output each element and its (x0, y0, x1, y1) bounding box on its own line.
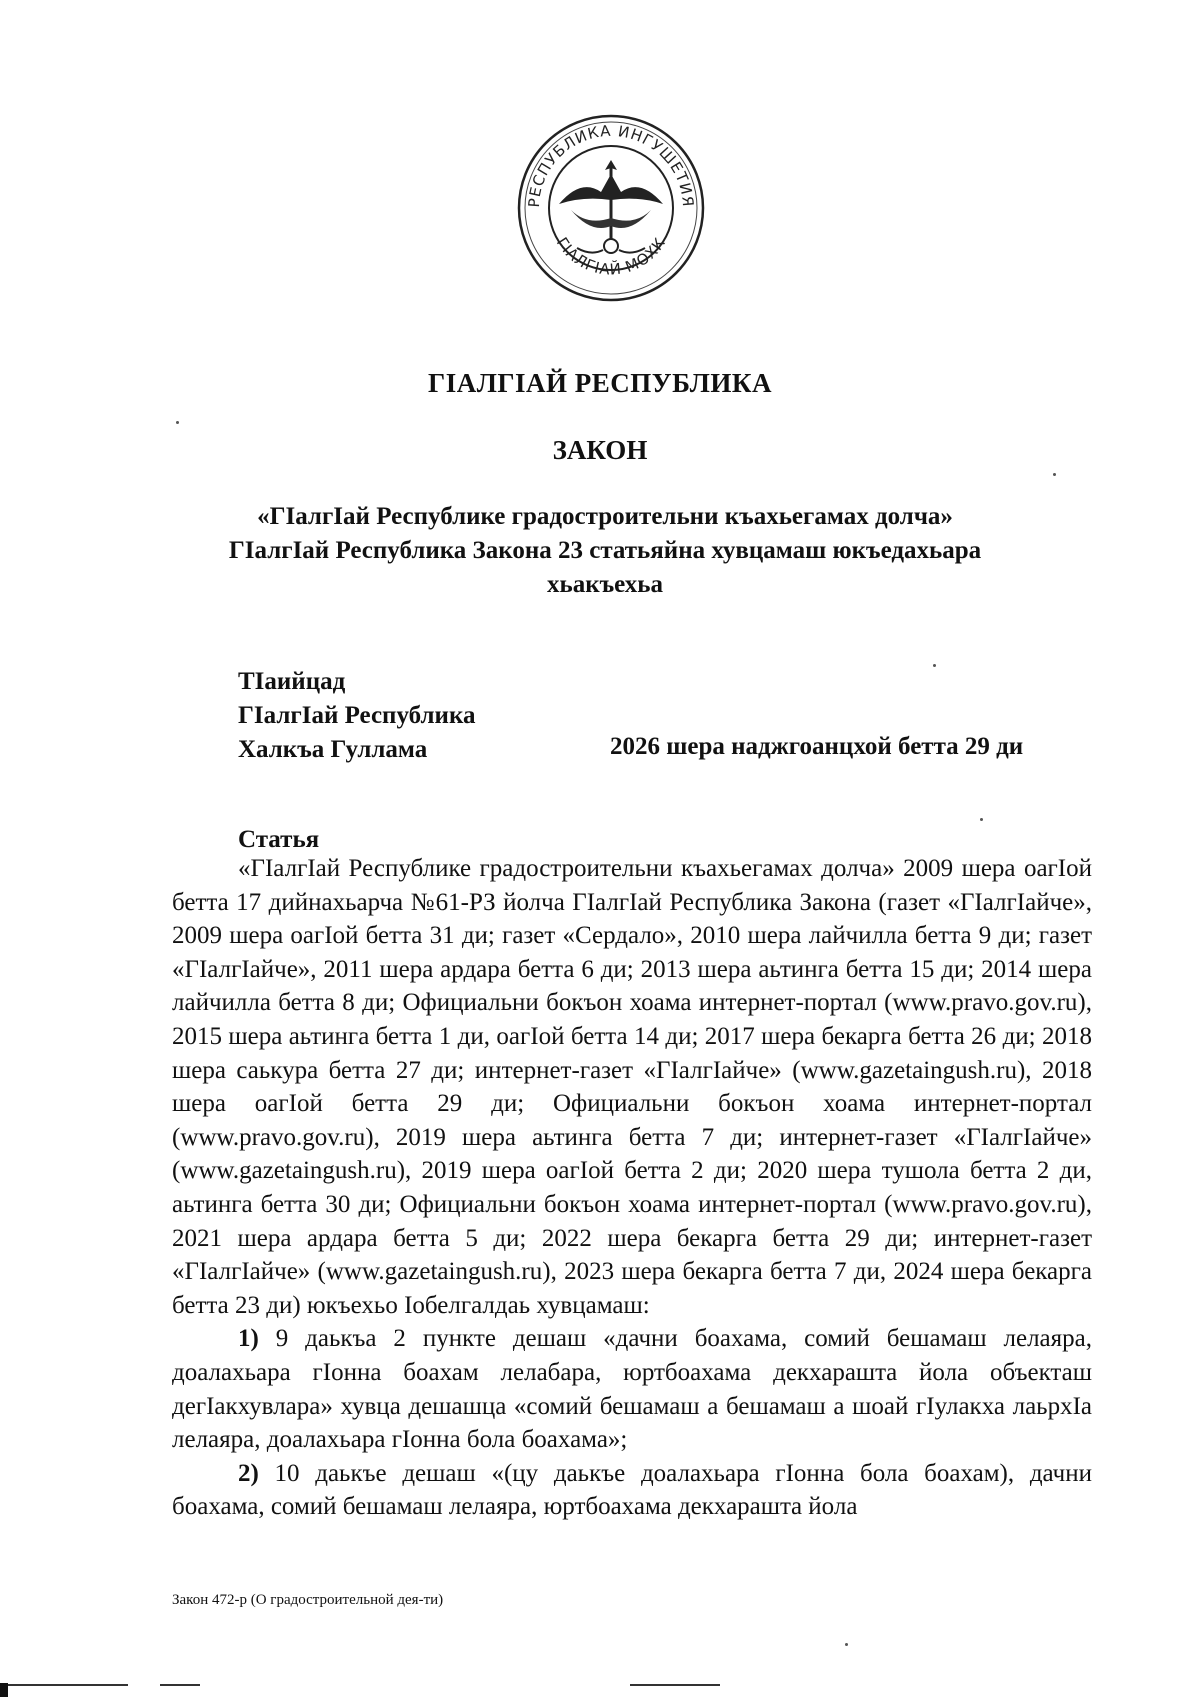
law-subtitle: «ГIалгIай Республике градостроительни къахьегамах долча» ГIалгIай Республика Закона 23 статьяйна хувцамаш юкъедахьара хьакъехьа (228, 503, 982, 598)
adopted-line-3: Халкъа Гуллама (238, 736, 428, 763)
article-heading: Статья (238, 826, 320, 853)
list-item-number: 2) (238, 1459, 259, 1487)
adoption-block (238, 665, 475, 767)
scan-edge-mark (0, 1683, 8, 1697)
scan-line (160, 1684, 200, 1686)
scan-line (8, 1684, 128, 1686)
list-item-text: 10 даькъе дешаш «(цу даькъе доалахьара гIонна бола боахам), дачни боахама, сомий бешамаш лелаяра, юртбоахама декхараштa йола (172, 1459, 1092, 1521)
list-item (172, 1322, 1092, 1456)
scan-line (630, 1684, 720, 1686)
article-body (172, 852, 1092, 1524)
list-item (172, 1457, 1092, 1524)
emblem-bottom-text: ГIАЛГIАЙ МОХК (552, 234, 670, 279)
article-intro: «ГIалгIай Республике градостроительни къахьегамах долча» 2009 шера оагIой бетта 17 дийнахьарча №61-РЗ йолча ГIалгIай Республика Закона (газет «ГIалгIайче», 2009 шера оагIой бетта 31 ди; газет «Сердало», 2010 шера лайчилла бетта 9 ди; газет «ГIалгIайче», 2011 шера ардара бетта 6 ди; 2013 шера аьтинга бетта 15 ди; 2014 шера лайчилла бетта 8 ди; Официальни бокъон хоама интернет-портал (www.pravo.gov.ru), 2015 шера аьтинга бетта 1 ди, оагIой бетта 14 ди; 2017 шера бекарга бетта 26 ди; 2018 шера саькура бетта 27 ди; интернет-газет «ГIалгIайче» (www.gazetaingush.ru), 2018 шера оагIой бетта 29 ди; Официальни бокъон хоама интернет-портал (www.pravo.gov.ru), 2019 шера аьтинга бетта 7 ди; интернет-газет «ГIалгIайче» (www.gazetaingush.ru), 2019 шера оагIой бетта 2 ди; 2020 шера тушола бетта 2 ди, аьтинга бетта 30 ди; Официальни бокъон хоама интернет-портал (www.pravo.gov.ru), 2021 шера ардара бетта 5 ди; 2022 шера бекарга бетта 29 ди; интернет-газет «ГIалгIайче» (www.gazetaingush.ru), 2023 шера бекарга бетта 7 ди, 2024 шера бекарга бетта 23 ди) юкъехьо Iобелгалдаь хувцамаш: (172, 855, 1092, 1319)
scan-speck (845, 1643, 848, 1646)
scan-speck (1053, 473, 1056, 476)
adopted-line-1: ТIаийцад (238, 668, 346, 695)
scan-speck (980, 818, 983, 821)
emblem-top-text: РЕСПУБЛИКА ИНГУШЕТИЯ (524, 121, 698, 209)
adopted-line-2: ГIалгIай Республика (238, 702, 476, 729)
scan-speck (933, 664, 936, 667)
list-item-text: 9 даькъа 2 пункте дешаш «дачни боахама, сомий бешамаш лелаяра, доалахьара гIонна боахам лелабара, юртбоахама декхараштa йола объекташ дегIакхувлара» хувца дешашца «сомий бешамаш а бешамаш а шоай гIулакха лаьрхIа лелаяра, доалахьара гIонна бола боахама»; (172, 1325, 1092, 1454)
coat-of-arms-emblem (511, 108, 711, 308)
adoption-date: 2026 шера наджгоанцхой бетта 29 ди (610, 733, 1024, 760)
svg-text:ГIАЛГIАЙ МОХК (553, 234, 669, 279)
list-item-number: 1) (238, 1325, 259, 1353)
republic-title: ГIАЛГIАЙ РЕСПУБЛИКА (428, 368, 772, 398)
document-type-title: ЗАКОН (552, 435, 648, 465)
page-footer: Закон 472-р (О градостроительной дея-ти) (172, 1592, 444, 1608)
scan-speck (176, 421, 179, 424)
